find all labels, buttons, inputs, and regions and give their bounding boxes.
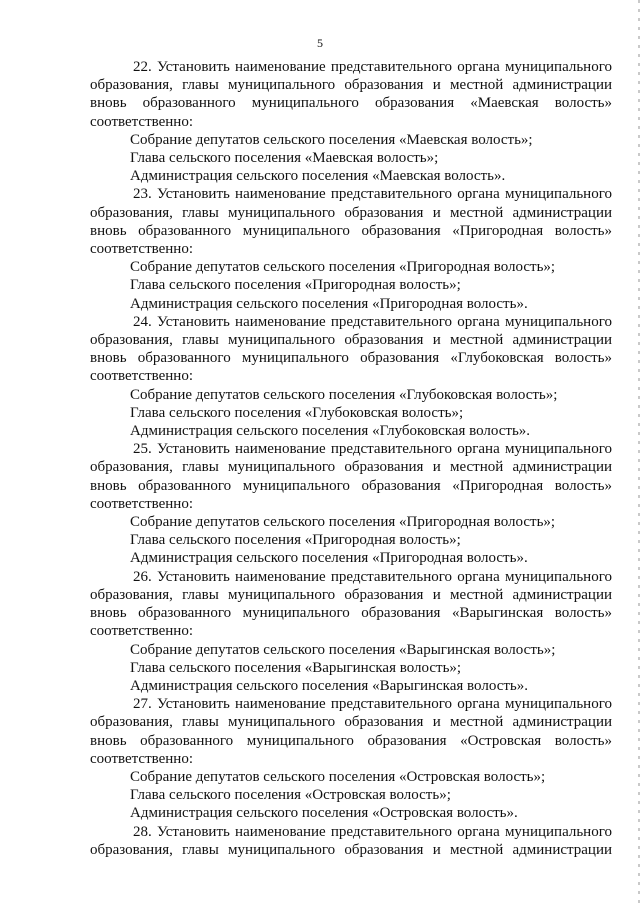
- head-name: Глава сельского поселения «Глубоковская волость»;: [130, 404, 464, 421]
- administration-name: Администрация сельского поселения «Пригородная волость».: [130, 550, 528, 567]
- section-27: [90, 695, 612, 822]
- section-paragraph: 24. Установить наименование представительного органа муниципального образования, главы муниципального образования и местной администрации вновь образованного муниципального образования «Глубоковская волость» соответственно:: [90, 313, 612, 385]
- head-name: Глава сельского поселения «Пригородная волость»;: [130, 532, 461, 549]
- administration-name: Администрация сельского поселения «Глубоковская волость».: [130, 423, 531, 440]
- administration-name: Администрация сельского поселения «Островская волость».: [130, 805, 518, 822]
- section-22: [90, 58, 612, 185]
- page-number: 5: [317, 36, 323, 50]
- administration-name: Администрация сельского поселения «Пригородная волость».: [130, 295, 528, 312]
- section-paragraph: 25. Установить наименование представительного органа муниципального образования, главы муниципального образования и местной администрации вновь образованного муниципального образования «Пригородная волость» соответственно:: [90, 441, 612, 512]
- head-name: Глава сельского поселения «Пригородная волость»;: [130, 277, 461, 294]
- section-paragraph: 27. Установить наименование представительного органа муниципального образования, главы муниципального образования и местной администрации вновь образованного муниципального образования «Островская волость» соответственно:: [90, 696, 612, 767]
- council-name: Собрание депутатов сельского поселения «Глубоковская волость»;: [130, 386, 558, 403]
- council-name: Собрание депутатов сельского поселения «Варыгинская волость»;: [130, 641, 556, 658]
- council-name: Собрание депутатов сельского поселения «Маевская волость»;: [130, 131, 533, 148]
- administration-name: Администрация сельского поселения «Варыгинская волость».: [130, 677, 528, 694]
- council-name: Собрание депутатов сельского поселения «Пригородная волость»;: [130, 514, 556, 531]
- council-name: Собрание депутатов сельского поселения «Пригородная волость»;: [130, 259, 556, 276]
- section-28: [90, 823, 612, 859]
- head-name: Глава сельского поселения «Варыгинская волость»;: [130, 659, 462, 676]
- section-paragraph: 22. Установить наименование представительного органа муниципального образования, главы муниципального образования и местной администрации вновь образованного муниципального образования «Маевская волость» соответственно:: [90, 59, 612, 130]
- section-paragraph: 23. Установить наименование представительного органа муниципального образования, главы муниципального образования и местной администрации вновь образованного муниципального образования «Пригородная волость» соответственно:: [90, 186, 612, 258]
- section-paragraph: 28. Установить наименование представительного органа муниципального образования, главы муниципального образования и местной администрации: [90, 823, 612, 858]
- section-24: [90, 313, 612, 440]
- council-name: Собрание депутатов сельского поселения «Островская волость»;: [130, 768, 546, 785]
- head-name: Глава сельского поселения «Маевская волость»;: [130, 150, 439, 167]
- section-25: [90, 440, 612, 567]
- section-26: [90, 568, 612, 695]
- administration-name: Администрация сельского поселения «Маевская волость».: [130, 168, 506, 185]
- head-name: Глава сельского поселения «Островская волость»;: [130, 787, 451, 804]
- document-body: [90, 58, 612, 859]
- section-23: [90, 185, 612, 312]
- section-paragraph: 26. Установить наименование представительного органа муниципального образования, главы муниципального образования и местной администрации вновь образованного муниципального образования «Варыгинская волость» соответственно:: [90, 568, 612, 640]
